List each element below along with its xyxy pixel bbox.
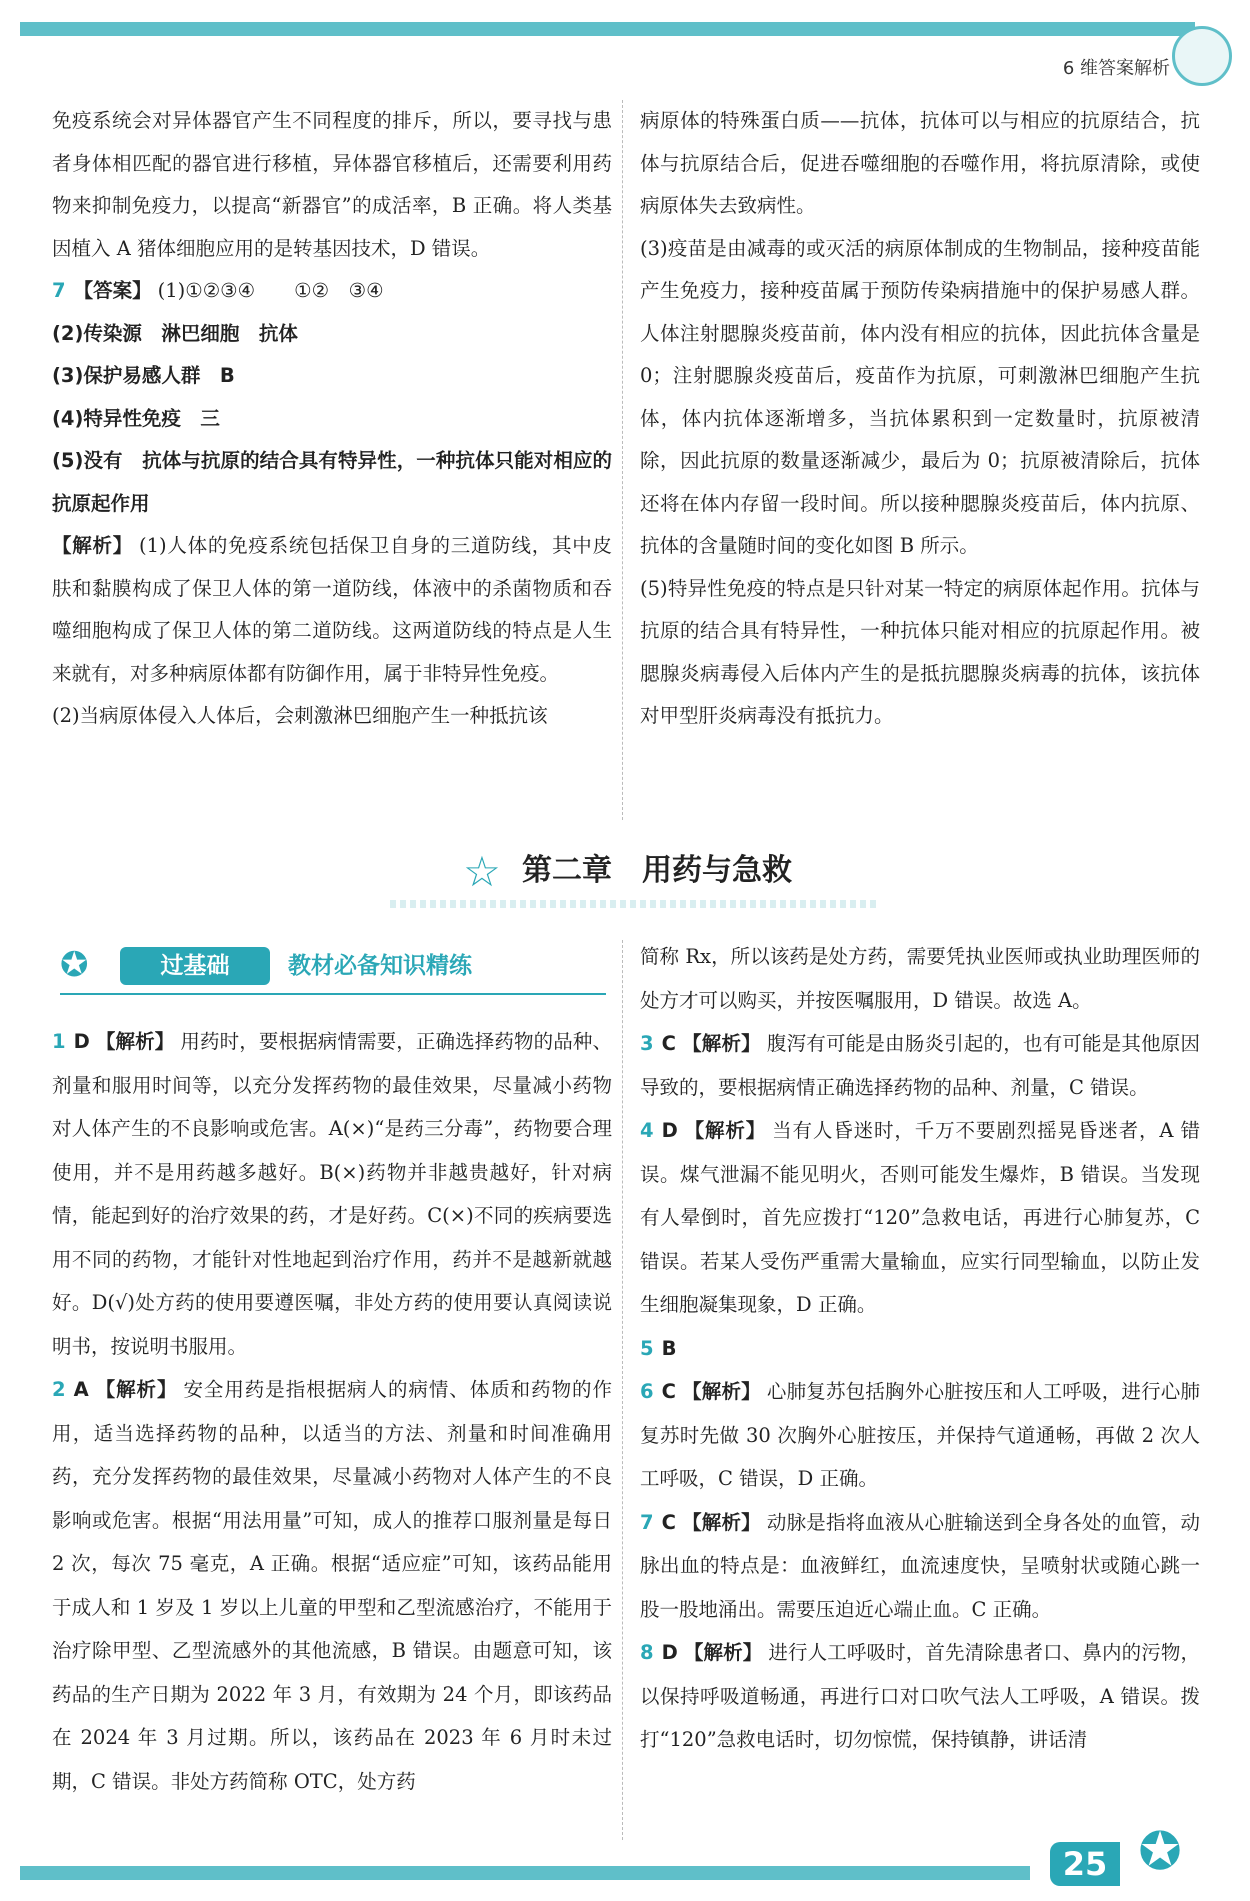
paragraph: 简称 Rx，所以该药是处方药，需要凭执业医师或执业助理医师的处方才可以购买，并按医嘱服用，D 错误。故选 A。 bbox=[640, 945, 1200, 1012]
footer-bar bbox=[20, 1866, 1030, 1880]
paragraph: (3)疫苗是由减毒的或灭活的病原体制成的生物制品，接种疫苗能产生免疫力，接种疫苗属于预防传染病措施中的保护易感人群。人体注射腮腺炎疫苗前，体内没有相应的抗体，因此抗体含量是 0；注射腮腺炎疫苗后，疫苗作为抗原，可刺激淋巴细胞产生抗体，体内抗体逐渐增多，当抗体累积到一定数量时，抗原被清除，因此抗原的数量逐渐减少，最后为 0；抗原被清除后，抗体还将在体内存留一段时间。所以接种腮腺炎疫苗后，体内抗原、抗体的含量随时间的变化如图 B 所示。 bbox=[640, 236, 1200, 557]
q7-answer-5: (5)没有 抗体与抗原的结合具有特异性，一种抗体只能对相应的抗原起作用 bbox=[52, 449, 612, 515]
banner-pill: 过基础 bbox=[120, 947, 270, 985]
paragraph: (5)特异性免疫的特点是只针对某一特定的病原体起作用。抗体与抗原的结合具有特异性，一种抗体只能对相应的抗原起作用。被腮腺炎病毒侵入后体内产生的是抵抗腮腺炎病毒的抗体，该抗体对甲型肝炎病毒没有抵抗力。 bbox=[640, 576, 1200, 727]
column-divider bbox=[622, 100, 623, 820]
chapter-underline bbox=[390, 900, 880, 908]
chapter-title: ☆ 第二章 用药与急救 bbox=[0, 845, 1250, 896]
page-number: 25 bbox=[1050, 1842, 1120, 1886]
question-6: 6 C 【解析】 心肺复苏包括胸外心脏按压和人工呼吸，进行心肺复苏时先做 30 次胸外心脏按压，并保持气道通畅，再做 2 次人工呼吸，C 错误，D 正确。 bbox=[640, 1380, 1200, 1490]
question-1: 1 D 【解析】 用药时，要根据病情需要，正确选择药物的品种、剂量和服用时间等，以充分发挥药物的最佳效果，尽量减小药物对人体产生的不良影响或危害。A(×)“是药三分毒”，药物要合理使用，并不是用药越多越好。B(×)药物并非越贵越好，针对病情，能起到好的治疗效果的药，才是好药。C(×)不同的疾病要选用不同的药物，才能针对性地起到治疗作用，药并不是越新就越好。D(√)处方药的使用要遵医嘱，非处方药的使用要认真阅读说明书，按说明书服用。 bbox=[52, 1030, 612, 1358]
paragraph: 病原体的特殊蛋白质——抗体，抗体可以与相应的抗原结合，抗体与抗原结合后，促进吞噬细胞的吞噬作用，将抗原清除，或使病原体失去致病性。 bbox=[640, 109, 1200, 217]
bottom-right-column bbox=[640, 935, 1200, 1762]
banner-subtitle: 教材必备知识精练 bbox=[288, 953, 472, 979]
question-2: 2 A 【解析】 安全用药是指根据病人的病情、体质和药物的作用，适当选择药物的品种，以适当的方法、剂量和时间准确用药，充分发挥药物的最佳效果，尽量减小药物对人体产生的不良影响或危害。根据“用法用量”可知，成人的推荐口服剂量是每日 2 次，每次 75 毫克，A 正确。根据“适应症”可知，该药品能用于成人和 1 岁及 1 岁以上儿童的甲型和乙型流感治疗，不能用于治疗除甲型、乙型流感外的其他流感，B 错误。由题意可知，该药品的生产日期为 2022 年 3 月，有效期为 24 个月，即该药品在 2024 年 3 月过期。所以，该药品在 2023 年 6 月时未过期，C 错误。非处方药简称 OTC，处方药 bbox=[52, 1378, 612, 1793]
bottom-left-column bbox=[52, 1020, 612, 1803]
mascot-icon: ✪ bbox=[1138, 1822, 1182, 1882]
column-divider bbox=[622, 940, 623, 1840]
question-5: 5 B bbox=[640, 1336, 677, 1360]
mascot-icon: ✪ bbox=[60, 945, 89, 985]
top-bar bbox=[20, 22, 1195, 36]
q7-answer-4: (4)特异性免疫 三 bbox=[52, 406, 220, 430]
q7-analysis-1: 【解析】 (1)人体的免疫系统包括保卫自身的三道防线，其中皮肤和黏膜构成了保卫人体的第一道防线，体液中的杀菌物质和吞噬细胞构成了保卫人体的第二道防线。这两道防线的特点是人生来就有，对多种病原体都有防御作用，属于非特异性免疫。 bbox=[52, 534, 612, 685]
q7-analysis-2: (2)当病原体侵入人体后，会刺激淋巴细胞产生一种抵抗该 bbox=[52, 704, 548, 727]
banner-line bbox=[60, 993, 606, 995]
q7-answer-2: (2)传染源 淋巴细胞 抗体 bbox=[52, 321, 298, 345]
header-label: 6 维答案解析 bbox=[1062, 58, 1170, 79]
top-right-column bbox=[640, 100, 1200, 738]
question-8: 8 D 【解析】 进行人工呼吸时，首先清除患者口、鼻内的污物，以保持呼吸道畅通，再进行口对口吹气法人工呼吸，A 错误。拨打“120”急救电话时，切勿惊慌，保持镇静，讲话清 bbox=[640, 1641, 1200, 1751]
star-mascot-icon: ☆ bbox=[463, 846, 501, 896]
q7-answer-line: 7 【答案】 (1)①②③④ ①② ③④ bbox=[52, 279, 384, 302]
question-7: 7 C 【解析】 动脉是指将血液从心脏输送到全身各处的血管，动脉出血的特点是：血液鲜红，血流速度快，呈喷射状或随心跳一股一股地涌出。需要压迫近心端止血。C 正确。 bbox=[640, 1510, 1200, 1621]
top-left-column bbox=[52, 100, 612, 738]
section-banner bbox=[60, 943, 606, 989]
question-4: 4 D 【解析】 当有人昏迷时，千万不要剧烈摇晃昏迷者，A 错误。煤气泄漏不能见明火，否则可能发生爆炸，B 错误。当发现有人晕倒时，首先应拨打“120”急救电话，再进行心肺复苏，C 错误。若某人受伤严重需大量输血，应实行同型输血，以防止发生细胞凝集现象，D 正确。 bbox=[640, 1119, 1200, 1316]
question-3: 3 C 【解析】 腹泻有可能是由肠炎引起的，也有可能是其他原因导致的，要根据病情正确选择药物的品种、剂量，C 错误。 bbox=[640, 1032, 1200, 1099]
q7-answer-3: (3)保护易感人群 B bbox=[52, 364, 235, 387]
paragraph: 免疫系统会对异体器官产生不同程度的排斥，所以，要寻找与患者身体相匹配的器官进行移植，异体器官移植后，还需要利用药物来抑制免疫力，以提高“新器官”的成活率，B 正确。将人类基因植入 A 猪体细胞应用的是转基因技术，D 错误。 bbox=[52, 109, 612, 260]
mascot-icon bbox=[1172, 26, 1232, 86]
